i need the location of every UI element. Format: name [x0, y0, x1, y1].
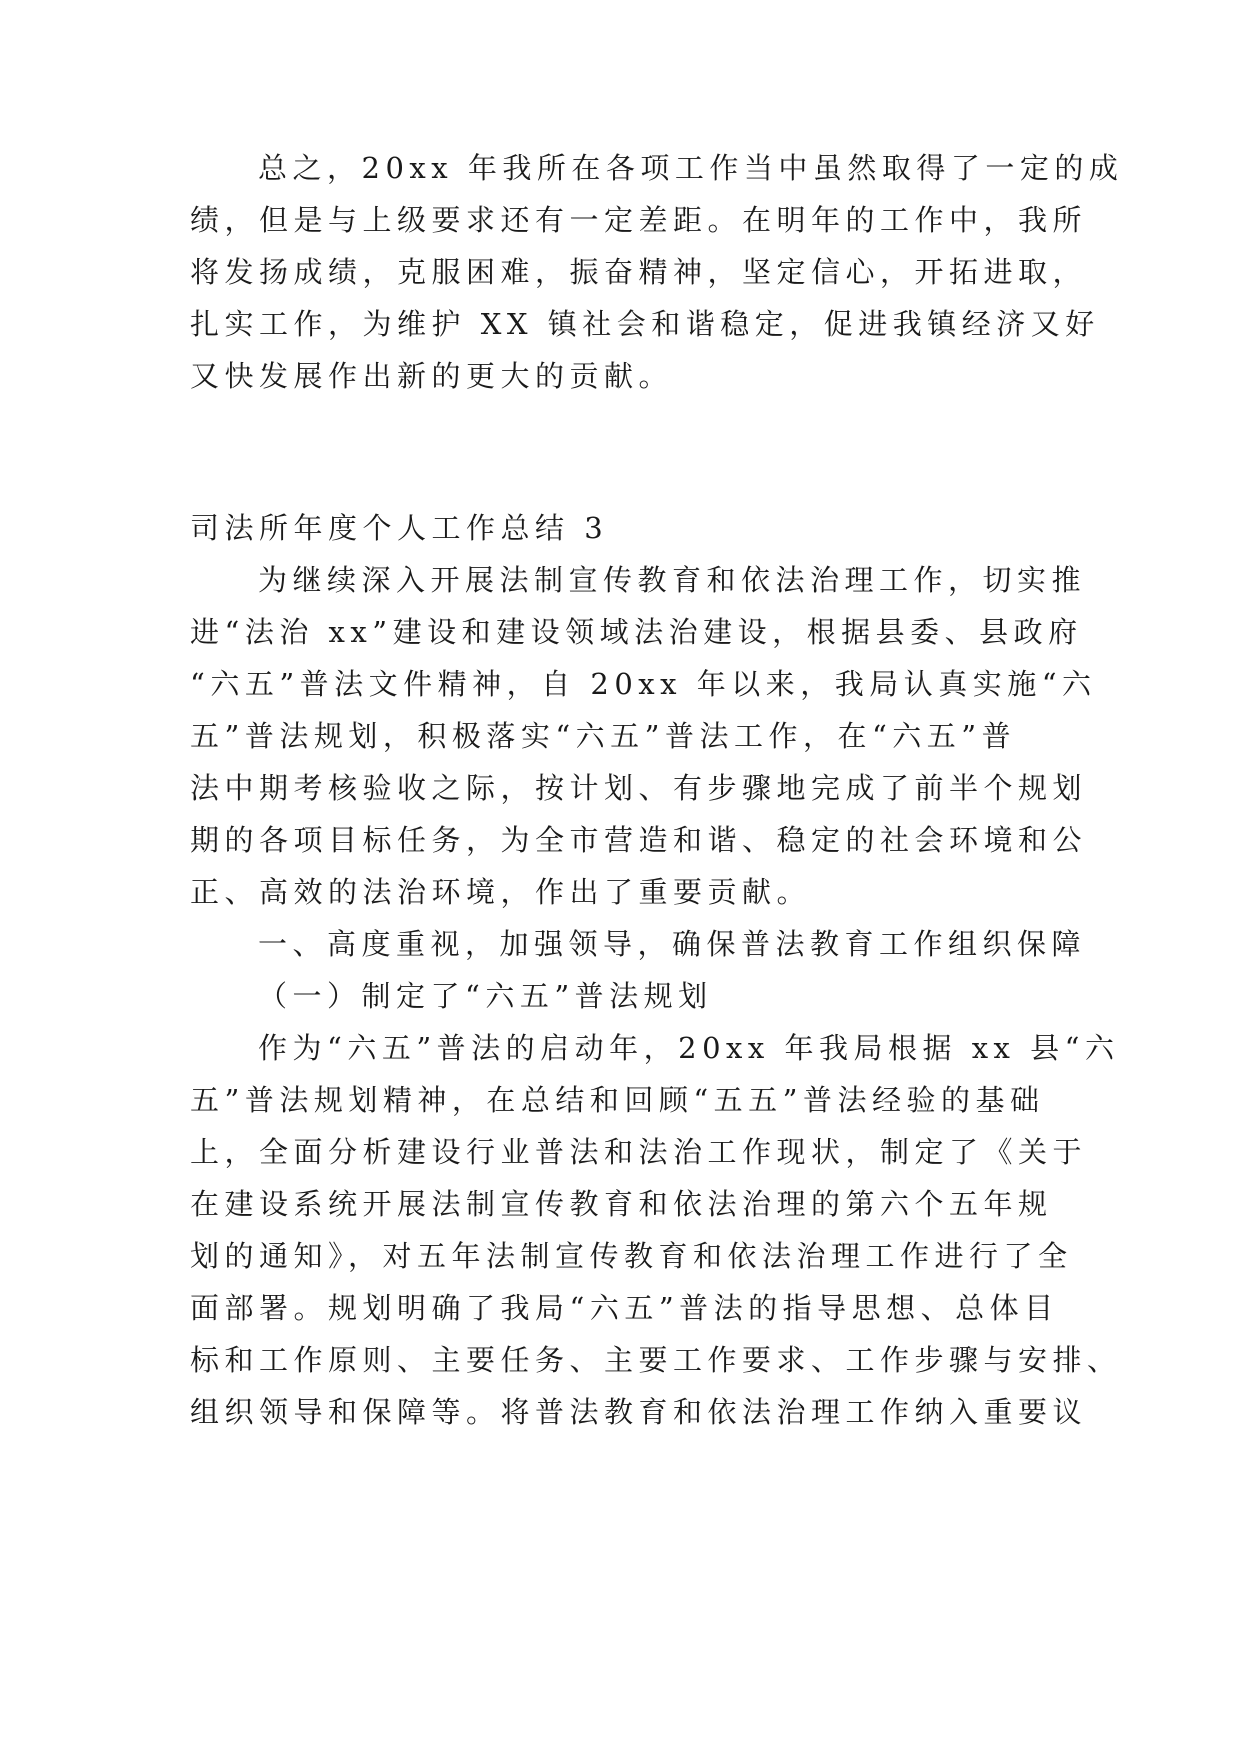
paragraph-line: 总之，20xx 年我所在各项工作当中虽然取得了一定的成	[258, 151, 1124, 185]
paragraph-line: 为继续深入开展法制宣传教育和依法治理工作，切实推	[258, 563, 1087, 597]
section-title: 司法所年度个人工作总结 3	[190, 511, 609, 545]
paragraph-line: 划的通知》，对五年法制宣传教育和依法治理工作进行了全	[190, 1239, 1073, 1273]
paragraph-line: 将发扬成绩，克服困难，振奋精神，坚定信心，开拓进取，	[190, 255, 1088, 289]
heading-level-1: 一、高度重视，加强领导，确保普法教育工作组织保障	[258, 927, 1087, 961]
paragraph-line: 面部署。规划明确了我局“六五”普法的指导思想、总体目	[190, 1291, 1059, 1325]
paragraph-line: 五”普法规划精神，在总结和回顾“五五”普法经验的基础	[190, 1083, 1045, 1117]
paragraph-line: 作为“六五”普法的启动年，20xx 年我局根据 xx 县“六	[258, 1031, 1120, 1065]
paragraph-line: “六五”普法文件精神，自 20xx 年以来，我局认真实施“六	[190, 667, 1097, 701]
paragraph-line: 期的各项目标任务，为全市营造和谐、稳定的社会环境和公	[190, 823, 1088, 857]
paragraph-line: 法中期考核验收之际，按计划、有步骤地完成了前半个规划	[190, 771, 1088, 805]
paragraph-line: 组织领导和保障等。将普法教育和依法治理工作纳入重要议	[190, 1395, 1088, 1429]
paragraph-line: 正、高效的法治环境，作出了重要贡献。	[190, 875, 812, 909]
paragraph-line: 又快发展作出新的更大的贡献。	[190, 359, 674, 393]
paragraph-line: 五”普法规划，积极落实“六五”普法工作，在“六五”普	[190, 719, 1017, 753]
paragraph-line: 扎实工作，为维护 XX 镇社会和谐稳定，促进我镇经济又好	[190, 307, 1100, 341]
paragraph-line: 进“法治 xx”建设和建设领域法治建设，根据县委、县政府	[190, 615, 1083, 649]
heading-level-2: （一）制定了“六五”普法规划	[258, 979, 713, 1013]
paragraph-line: 标和工作原则、主要任务、主要工作要求、工作步骤与安排、	[190, 1343, 1122, 1377]
paragraph-line: 在建设系统开展法制宣传教育和依法治理的第六个五年规	[190, 1187, 1053, 1221]
paragraph-line: 绩，但是与上级要求还有一定差距。在明年的工作中，我所	[190, 203, 1088, 237]
paragraph-line: 上，全面分析建设行业普法和法治工作现状，制定了《关于	[190, 1135, 1088, 1169]
